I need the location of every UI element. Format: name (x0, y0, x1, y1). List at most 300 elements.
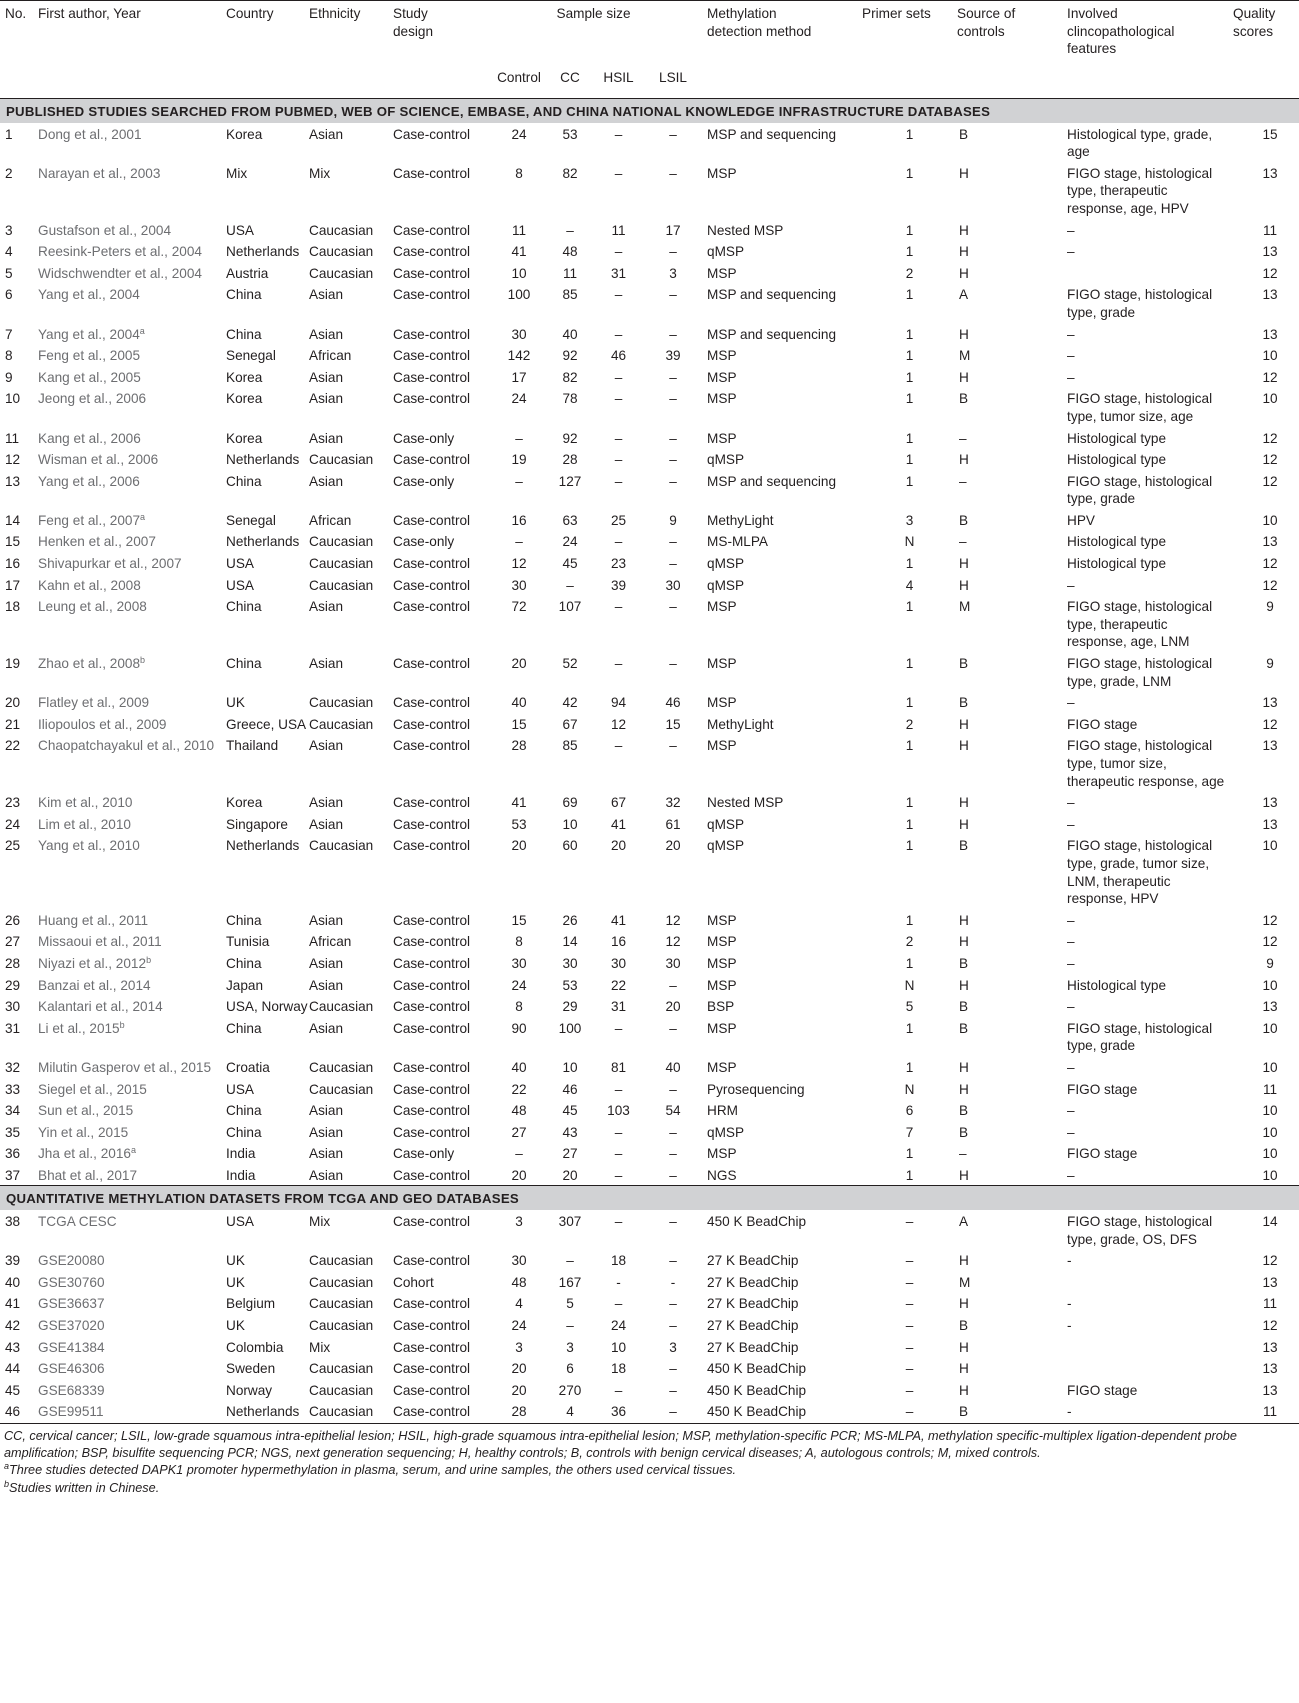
cell-no: 23 (5, 795, 21, 811)
cell-method: MSP and sequencing (707, 473, 837, 489)
cell-no: 35 (5, 1124, 21, 1140)
cell-primer: N (904, 1081, 915, 1097)
table-row (0, 509, 1299, 531)
author-text: Narayan et al., 2003 (38, 165, 161, 181)
cell-features: – (1067, 816, 1075, 832)
cell-no: 39 (5, 1253, 21, 1269)
cell-lsil: 9 (669, 512, 677, 528)
cell-control: 16 (511, 512, 527, 528)
cell-design: Case-control (393, 977, 471, 993)
cell-lsil: 12 (665, 934, 681, 950)
cell-design: Case-control (393, 452, 471, 468)
cell-control: 30 (511, 1253, 527, 1269)
cell-control: 30 (511, 326, 527, 342)
author-text: Leung et al., 2008 (38, 599, 147, 615)
cell-control: 4 (515, 1296, 523, 1312)
cell-design: Case-control (393, 816, 471, 832)
cell-features: FIGO stage, histological type, tumor size, therapeutic response, age (1067, 738, 1225, 789)
cell-country: Senegal (226, 348, 276, 364)
cell-quality: 12 (1262, 473, 1278, 489)
cell-author (38, 952, 226, 974)
author-text: Chaopatchayakul et al., 2010 (38, 738, 215, 754)
cell-country: China (226, 955, 262, 971)
cell-design: Case-control (393, 265, 471, 281)
cell-country: Sweden (226, 1361, 276, 1377)
cell-primer: 1 (905, 473, 914, 489)
cell-country: Belgium (226, 1296, 276, 1312)
cell-author (38, 530, 226, 552)
author-text: Bhat et al., 2017 (38, 1167, 138, 1183)
table-row (0, 1099, 1299, 1121)
cell-author (38, 1357, 226, 1379)
cell-method: BSP (707, 999, 735, 1015)
author-text: Yang et al., 2006 (38, 473, 140, 489)
cell-features: - (1067, 1404, 1072, 1420)
cell-author (38, 995, 226, 1017)
section-title: PUBLISHED STUDIES SEARCHED FROM PUBMED, WEB OF SCIENCE, EMBASE, AND CHINA NATIONAL KNOWLEDGE INFRASTRUCTURE DATABASES (0, 99, 1299, 123)
cell-design: Case-control (393, 512, 471, 528)
col-design-l2: design (393, 23, 434, 39)
cell-design: Case-control (393, 912, 471, 928)
cell-ethnicity: Caucasian (309, 695, 374, 711)
cell-primer: 1 (905, 738, 914, 754)
cell-quality: 10 (1262, 1059, 1278, 1075)
cell-quality: 10 (1262, 348, 1278, 364)
cell-design: Case-control (393, 1124, 471, 1140)
cell-cc: 78 (562, 391, 578, 407)
cell-method: qMSP (707, 1124, 745, 1140)
author-text: GSE46306 (38, 1361, 105, 1377)
cell-lsil: – (669, 1214, 677, 1230)
cell-primer: 7 (905, 1124, 914, 1140)
cell-lsil: 12 (665, 912, 681, 928)
author-text: Milutin Gasperov et al., 2015 (38, 1059, 212, 1075)
table-row (0, 448, 1299, 470)
cell-hsil: 30 (610, 955, 627, 971)
cell-author (38, 1336, 226, 1358)
cell-method: 450 K BeadChip (707, 1404, 807, 1420)
col-control: Control (488, 69, 550, 99)
cell-primer: 2 (905, 716, 914, 732)
cell-method: MSP (707, 1020, 737, 1036)
cell-primer: – (905, 1253, 914, 1269)
cell-features: FIGO stage, histological type, grade (1067, 287, 1213, 320)
author-text: Yang et al., 2010 (38, 838, 140, 854)
cell-ethnicity: Asian (309, 912, 344, 928)
table-row (0, 387, 1299, 426)
cell-hsil: – (614, 126, 623, 142)
cell-ethnicity: Asian (309, 369, 344, 385)
cell-no: 9 (5, 369, 13, 385)
cell-quality: 10 (1262, 1167, 1278, 1183)
cell-features: – (1067, 222, 1075, 238)
cell-country: UK (226, 1274, 245, 1290)
cell-method: Nested MSP (707, 222, 784, 238)
cell-country: USA, Norway (226, 999, 308, 1015)
cell-country: Netherlands (226, 452, 300, 468)
table-row (0, 1271, 1299, 1293)
cell-ethnicity: Caucasian (309, 1318, 374, 1334)
author-text: Kang et al., 2005 (38, 369, 141, 385)
col-design (393, 0, 488, 69)
cell-method: MSP (707, 656, 737, 672)
cell-primer: 1 (905, 556, 914, 572)
cell-control: 20 (511, 838, 527, 854)
cell-hsil: 11 (611, 222, 626, 238)
cell-quality: 13 (1262, 738, 1278, 754)
author-text: Kalantari et al., 2014 (38, 999, 163, 1015)
cell-lsil: – (669, 1146, 677, 1162)
cell-ethnicity: African (309, 348, 352, 364)
cell-author (38, 1210, 226, 1249)
table-row (0, 574, 1299, 596)
cell-ethnicity: Asian (309, 287, 344, 303)
cell-country: China (226, 1124, 262, 1140)
cell-source: H (959, 1253, 969, 1269)
cell-cc: – (566, 1318, 574, 1334)
cell-author (38, 1314, 226, 1336)
cell-design: Case-control (393, 795, 471, 811)
cell-country: Netherlands (226, 838, 300, 854)
cell-lsil: – (669, 1020, 677, 1036)
cell-source: H (959, 577, 969, 593)
cell-primer: 1 (905, 599, 914, 615)
cell-country: UK (226, 695, 245, 711)
cell-source: B (959, 955, 969, 971)
cell-control: 90 (511, 1020, 527, 1036)
cell-lsil: – (669, 556, 677, 572)
cell-features: – (1067, 1124, 1075, 1140)
table-row (0, 1164, 1299, 1186)
cell-features: FIGO stage (1067, 1382, 1138, 1398)
cell-no: 20 (5, 695, 21, 711)
cell-source: B (959, 838, 969, 854)
cell-country: Senegal (226, 512, 276, 528)
cell-quality: 14 (1262, 1214, 1278, 1230)
cell-cc: 82 (562, 165, 578, 181)
cell-author (38, 909, 226, 931)
cell-quality: 9 (1266, 656, 1274, 672)
col-quality (1229, 0, 1299, 69)
col-lsil: LSIL (647, 69, 699, 99)
cell-no: 19 (5, 656, 21, 672)
cell-hsil: – (614, 1214, 623, 1230)
cell-hsil: 23 (610, 556, 627, 572)
author-text: Zhao et al., 2008 (38, 656, 141, 672)
cell-design: Case-control (393, 1339, 471, 1355)
cell-design: Case-control (393, 1167, 471, 1183)
cell-ethnicity: Asian (309, 977, 344, 993)
table-row (0, 1357, 1299, 1379)
cell-author (38, 813, 226, 835)
cell-lsil: – (669, 1382, 677, 1398)
cell-hsil: 12 (610, 716, 627, 732)
cell-features: – (1067, 1167, 1075, 1183)
cell-hsil: – (614, 473, 623, 489)
cell-design: Case-control (393, 1382, 471, 1398)
cell-ethnicity: Caucasian (309, 1296, 374, 1312)
cell-control: 15 (511, 716, 527, 732)
cell-method: qMSP (707, 452, 745, 468)
cell-control: 11 (511, 222, 527, 238)
cell-ethnicity: Asian (309, 1103, 344, 1119)
cell-design: Case-control (393, 838, 471, 854)
cell-no: 43 (5, 1339, 21, 1355)
cell-lsil: 3 (669, 1339, 677, 1355)
cell-source: H (959, 1361, 969, 1377)
cell-source: B (959, 999, 969, 1015)
cell-quality: 13 (1262, 695, 1278, 711)
cell-quality: 10 (1262, 1103, 1278, 1119)
cell-ethnicity: Asian (309, 473, 344, 489)
cell-quality: 13 (1262, 534, 1278, 550)
cell-features: – (1067, 369, 1075, 385)
cell-lsil: – (669, 1253, 677, 1269)
cell-ethnicity: Asian (309, 816, 344, 832)
cell-author (38, 162, 226, 219)
cell-hsil: 18 (610, 1361, 627, 1377)
author-text: GSE36637 (38, 1296, 105, 1312)
cell-method: MethyLight (707, 716, 774, 732)
cell-method: MSP (707, 599, 737, 615)
cell-features: – (1067, 695, 1075, 711)
cell-author (38, 1271, 226, 1293)
cell-lsil: – (669, 1124, 677, 1140)
cell-quality: 13 (1262, 1274, 1278, 1290)
cell-hsil: – (614, 1382, 623, 1398)
cell-cc: 4 (566, 1404, 574, 1420)
cell-source: H (959, 452, 969, 468)
author-text: GSE41384 (38, 1339, 105, 1355)
table-row (0, 530, 1299, 552)
table-bottom-rule (0, 1423, 1299, 1424)
cell-quality: 15 (1262, 126, 1278, 142)
cell-country: Greece, USA (226, 716, 307, 732)
cell-lsil: – (669, 126, 677, 142)
cell-country: UK (226, 1318, 245, 1334)
cell-lsil: 39 (665, 348, 681, 364)
cell-cc: 24 (562, 534, 578, 550)
cell-design: Case-only (393, 473, 455, 489)
cell-features: FIGO stage, histological type, grade, tumor size, LNM, therapeutic response, HPV (1067, 838, 1213, 907)
footnote-marker: a (139, 325, 145, 336)
cell-primer: – (905, 1361, 914, 1377)
cell-lsil: – (669, 165, 677, 181)
cell-lsil: – (669, 534, 677, 550)
cell-country: Colombia (226, 1339, 284, 1355)
cell-no: 42 (5, 1318, 21, 1334)
cell-features: – (1067, 1059, 1075, 1075)
author-text: GSE37020 (38, 1318, 105, 1334)
cell-quality: 10 (1262, 977, 1278, 993)
cell-control: 12 (511, 556, 527, 572)
cell-hsil: 94 (610, 695, 627, 711)
col-features-l3: features (1067, 41, 1117, 57)
cell-hsil: – (614, 1081, 623, 1097)
cell-cc: 20 (562, 1167, 578, 1183)
cell-lsil: – (669, 738, 677, 754)
cell-no: 16 (5, 556, 21, 572)
cell-cc: 127 (558, 473, 582, 489)
footnote-b-text: Studies written in Chinese. (9, 1480, 160, 1495)
cell-no: 37 (5, 1167, 21, 1183)
cell-method: MS-MLPA (707, 534, 768, 550)
table-top-rule (0, 0, 1299, 1)
cell-cc: 85 (562, 738, 578, 754)
cell-cc: 28 (562, 452, 578, 468)
cell-primer: – (905, 1404, 914, 1420)
cell-features: FIGO stage, histological type, grade (1067, 1020, 1213, 1054)
author-text: Sun et al., 2015 (38, 1103, 134, 1119)
cell-hsil: – (614, 1020, 623, 1036)
col-no: No. (5, 6, 27, 21)
footnote-marker: b (146, 954, 152, 965)
table-body (0, 99, 1299, 1423)
cell-control: 48 (511, 1103, 527, 1119)
cell-control: 20 (511, 1167, 527, 1183)
cell-quality: 10 (1262, 1124, 1278, 1140)
table-row (0, 995, 1299, 1017)
cell-author (38, 427, 226, 449)
cell-ethnicity: Mix (309, 1214, 331, 1230)
table-row (0, 595, 1299, 652)
cell-author (38, 387, 226, 426)
cell-no: 34 (5, 1103, 21, 1119)
cell-control: 24 (511, 1318, 527, 1334)
cell-author (38, 734, 226, 791)
cell-method: 27 K BeadChip (707, 1318, 799, 1334)
author-text: GSE30760 (38, 1274, 105, 1290)
cell-features: – (1067, 244, 1075, 260)
cell-country: Netherlands (226, 534, 300, 550)
footnote-marker: b (119, 1019, 125, 1030)
cell-control: 19 (511, 452, 527, 468)
author-text: Iliopoulos et al., 2009 (38, 716, 167, 732)
cell-cc: 45 (562, 1103, 578, 1119)
cell-primer: 2 (905, 934, 914, 950)
author-text: GSE68339 (38, 1382, 105, 1398)
cell-no: 7 (5, 326, 13, 342)
cell-country: China (226, 1103, 262, 1119)
cell-design: Case-control (393, 738, 471, 754)
cell-features: – (1067, 577, 1075, 593)
cell-quality: 10 (1262, 1146, 1278, 1162)
cell-lsil: 15 (665, 716, 681, 732)
cell-method: 27 K BeadChip (707, 1339, 799, 1355)
cell-source: H (959, 1059, 969, 1075)
col-hsil: HSIL (590, 69, 647, 99)
table-row (0, 834, 1299, 908)
cell-primer: 1 (905, 695, 914, 711)
cell-primer: – (905, 1318, 914, 1334)
col-source-l2: controls (957, 23, 1005, 39)
cell-features: Histological type, grade, age (1067, 126, 1213, 160)
cell-source: A (959, 1214, 969, 1230)
footnote-a-text: Three studies detected DAPK1 promoter hypermethylation in plasma, serum, and urine samples, the others used cervical tissues. (9, 1463, 737, 1478)
author-text: Kim et al., 2010 (38, 795, 133, 811)
table-row (0, 470, 1299, 509)
cell-features: – (1067, 1103, 1075, 1119)
cell-cc: 3 (566, 1339, 574, 1355)
cell-cc: 42 (562, 695, 578, 711)
author-text: Reesink-Peters et al., 2004 (38, 244, 202, 260)
col-method (699, 0, 862, 69)
cell-primer: 1 (905, 348, 914, 364)
cell-method: MSP (707, 934, 737, 950)
cell-ethnicity: Mix (309, 165, 331, 181)
cell-cc: 45 (562, 556, 578, 572)
cell-design: Case-control (393, 955, 471, 971)
cell-hsil: 31 (610, 265, 627, 281)
cell-method: MSP (707, 430, 737, 446)
cell-design: Case-control (393, 348, 471, 364)
cell-ethnicity: Caucasian (309, 222, 374, 238)
cell-primer: – (905, 1296, 914, 1312)
table-row (0, 427, 1299, 449)
cell-source: H (959, 977, 969, 993)
col-quality-l1: Quality (1233, 6, 1276, 21)
footnote-a (4, 1462, 1294, 1479)
cell-features: HPV (1067, 512, 1095, 528)
cell-method: MSP (707, 1059, 737, 1075)
table-row (0, 1249, 1299, 1271)
cell-hsil: – (614, 1167, 623, 1183)
cell-hsil: – (614, 534, 623, 550)
cell-author (38, 1078, 226, 1100)
cell-source: B (959, 1404, 969, 1420)
cell-design: Case-control (393, 577, 471, 593)
cell-no: 22 (5, 738, 21, 754)
cell-cc: 48 (562, 244, 578, 260)
cell-ethnicity: Caucasian (309, 1404, 374, 1420)
cell-lsil: – (669, 1167, 677, 1183)
cell-primer: 1 (905, 1059, 914, 1075)
cell-ethnicity: Asian (309, 430, 344, 446)
cell-control: 28 (511, 1404, 527, 1420)
cell-lsil: – (669, 244, 677, 260)
cell-no: 28 (5, 955, 21, 971)
cell-primer: – (905, 1274, 914, 1290)
cell-design: Case-control (393, 999, 471, 1015)
cell-author (38, 1400, 226, 1422)
cell-author (38, 1142, 226, 1164)
cell-design: Case-control (393, 695, 471, 711)
cell-design: Case-only (393, 534, 455, 550)
cell-no: 29 (5, 977, 21, 993)
cell-source: H (959, 1339, 969, 1355)
cell-cc: – (566, 577, 574, 593)
cell-author (38, 262, 226, 284)
cell-control: – (515, 1146, 523, 1162)
cell-cc: 6 (566, 1361, 574, 1377)
cell-primer: 1 (905, 391, 914, 407)
cell-method: qMSP (707, 244, 745, 260)
cell-primer: – (905, 1214, 914, 1230)
cell-no: 45 (5, 1382, 21, 1398)
cell-lsil: – (669, 656, 677, 672)
cell-features: Histological type (1067, 452, 1167, 468)
cell-author (38, 1249, 226, 1271)
cell-no: 32 (5, 1059, 21, 1075)
cell-ethnicity: Caucasian (309, 265, 374, 281)
cell-author (38, 509, 226, 531)
cell-ethnicity: Caucasian (309, 452, 374, 468)
table-row (0, 323, 1299, 345)
cell-source: – (959, 1146, 967, 1162)
cell-author (38, 834, 226, 908)
cell-primer: 5 (905, 999, 914, 1015)
cell-ethnicity: Asian (309, 656, 344, 672)
